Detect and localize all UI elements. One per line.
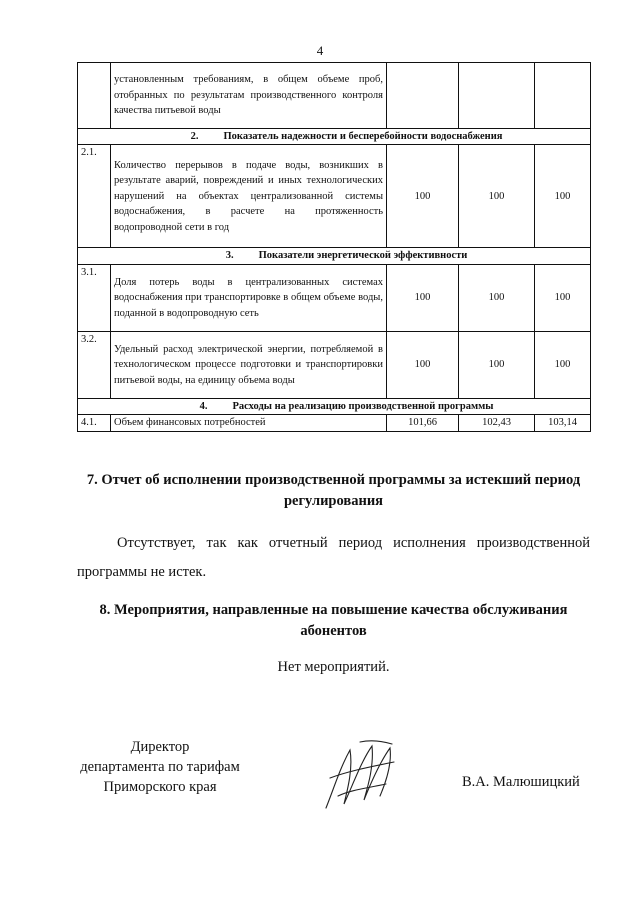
table-row <box>78 63 591 129</box>
page-number: 4 <box>316 43 324 58</box>
value-cell: 100 <box>535 331 591 398</box>
section-title: Расходы на реализацию производственной программы <box>232 400 494 412</box>
section-title: Показатель надежности и бесперебойности водоснабжения <box>223 131 503 142</box>
row-number: 4.1. <box>78 415 111 431</box>
row-description: Удельный расход электрической энергии, потребляемой в технологическом процессе подготовки и транспортировки питьевой воды, на единицу объема воды <box>111 331 387 398</box>
value-cell: 100 <box>459 264 535 331</box>
row-description: установленным требованиям, в общем объеме проб, отобранных по результатам производственного контроля качества питьевой воды <box>111 63 387 129</box>
value-cell <box>387 63 459 129</box>
row-description: Доля потерь воды в централизованных системах водоснабжения при транспортировке в общем объеме воды, поданной в водопроводную сеть <box>111 264 387 331</box>
row-number: 2.1. <box>78 145 111 248</box>
section-header-row <box>78 398 591 414</box>
table-row <box>78 145 591 248</box>
section-7-text: Отсутствует, так как отчетный период исполнения производственной программы не истек. <box>77 535 590 580</box>
row-number <box>78 63 111 129</box>
value-cell: 100 <box>387 145 459 248</box>
table-row <box>78 415 591 431</box>
section-number: 4. <box>199 400 208 412</box>
section-7-heading: 7. Отчет об исполнении производственной программы за истекший период регулирования <box>86 472 581 509</box>
value-cell: 100 <box>387 264 459 331</box>
row-description: Объем финансовых потребностей <box>111 415 387 431</box>
section-number: 2. <box>190 131 199 142</box>
section-8-heading: 8. Мероприятия, направленные на повышение качества обслуживания абонентов <box>99 602 568 639</box>
value-cell <box>535 63 591 129</box>
value-cell: 100 <box>535 145 591 248</box>
signatory-title <box>60 737 260 797</box>
signatory-position: Директор <box>130 739 190 755</box>
section-header-row <box>78 129 591 145</box>
handwritten-signature <box>320 738 400 813</box>
table-row <box>78 331 591 398</box>
value-cell <box>459 63 535 129</box>
signatory-department: департамента по тарифам <box>80 759 240 775</box>
signatory-region: Приморского края <box>103 779 217 795</box>
row-description: Количество перерывов в подаче воды, возникших в результате аварий, повреждений и иных технологических нарушений на объектах централизованной системы водоснабжения, в расчете на протяженность водопроводной сети в год <box>111 145 387 248</box>
row-number: 3.2. <box>78 331 111 398</box>
value-cell: 100 <box>535 264 591 331</box>
section-header-row <box>78 248 591 264</box>
section-number: 3. <box>225 250 234 262</box>
indicators-table <box>77 62 591 432</box>
value-cell: 100 <box>459 331 535 398</box>
signatory-name: В.А. Малюшицкий <box>462 774 580 790</box>
table-row <box>78 264 591 331</box>
section-8-text: Нет мероприятий. <box>277 659 390 675</box>
row-number: 3.1. <box>78 264 111 331</box>
value-cell: 101,66 <box>387 415 459 431</box>
value-cell: 100 <box>387 331 459 398</box>
value-cell: 103,14 <box>535 415 591 431</box>
section-title: Показатели энергетической эффективности <box>258 250 468 262</box>
value-cell: 100 <box>459 145 535 248</box>
value-cell: 102,43 <box>459 415 535 431</box>
